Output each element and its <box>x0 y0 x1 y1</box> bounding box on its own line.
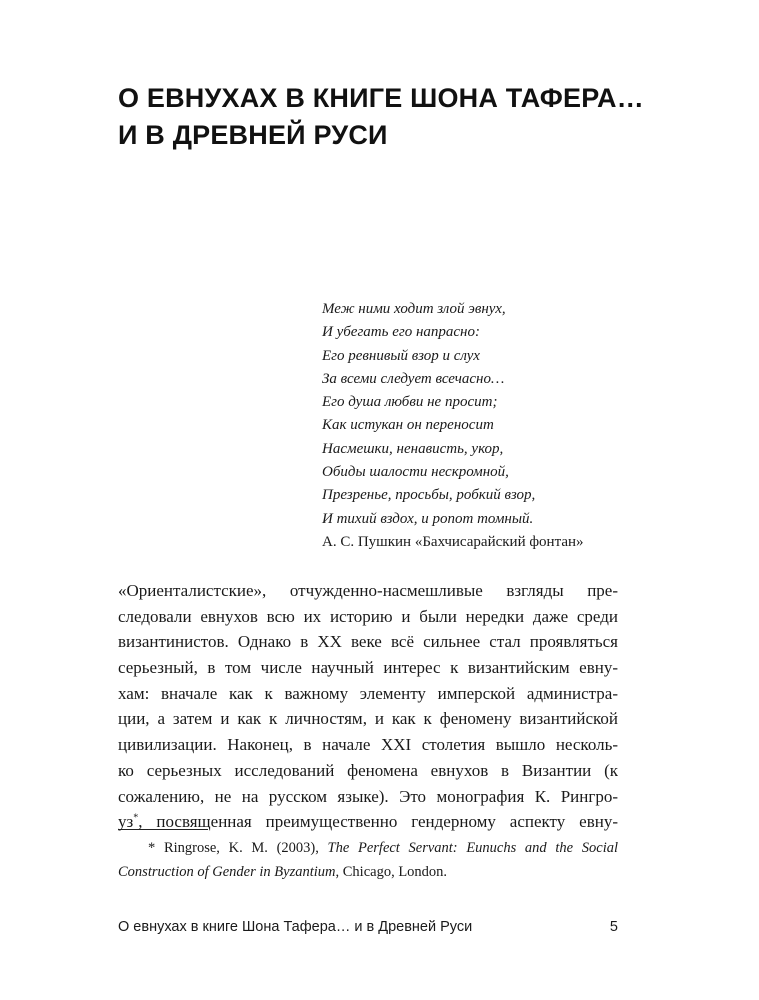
epigraph <box>322 298 622 554</box>
footnote-marker: * <box>148 840 156 856</box>
body-line: хам: вначале как к важному элементу имперской администра- <box>118 683 618 703</box>
page-number: 5 <box>609 919 618 935</box>
footnote-line <box>118 836 618 860</box>
epigraph-line: И убегать его напрасно: <box>322 324 480 341</box>
footnote-separator <box>118 829 208 830</box>
body-line: сожалению, не на русском языке). Это монография К. Рингро- <box>118 786 618 806</box>
footnote-author: Ringrose, K. M. (2003), <box>163 840 319 856</box>
footnote-book-title: The Perfect Servant: Eunuchs and the Social <box>327 840 618 856</box>
epigraph-line: Как истукан он переносит <box>322 417 494 434</box>
epigraph-line: Его ревнивый взор и слух <box>322 347 480 364</box>
body-paragraph <box>118 578 618 835</box>
footnote-line <box>118 860 618 884</box>
footnote-reference[interactable]: * <box>133 812 139 824</box>
epigraph-attribution: А. С. Пушкин «Бахчисарайский фонтан» <box>322 533 584 550</box>
chapter-title-line-2: И В ДРЕВНЕЙ РУСИ <box>118 120 388 150</box>
epigraph-line: И тихий вздох, и ропот томный. <box>322 510 534 527</box>
epigraph-line: Его душа любви не просит; <box>322 394 498 411</box>
body-line: следовали евнухов всю их историю и были нередки даже среди <box>118 606 618 626</box>
body-line: ко серьезных исследований феномена евнухов в Византии (к <box>118 760 618 780</box>
footnote-publication-place: , Chicago, London. <box>335 864 448 880</box>
body-line: византинистов. Однако в XX веке всё сильнее стал проявляться <box>118 632 618 652</box>
body-text-fragment: , посвященная преимущественно гендерному аспекту евну- <box>138 812 618 832</box>
body-line: ции, а затем и как к личностям, и как к феномену византийской <box>118 709 618 729</box>
footnote <box>118 836 618 884</box>
epigraph-line: За всеми следует всечасно… <box>322 370 505 387</box>
running-footer <box>118 917 618 937</box>
body-line-last <box>118 809 618 835</box>
body-text-fragment: уз <box>118 812 134 832</box>
running-footer-title: О евнухах в книге Шона Тафера… и в Древней Руси <box>118 919 473 935</box>
footnote-book-title-cont: Construction of Gender in Byzantium <box>118 864 336 880</box>
chapter-title-line-1: О ЕВНУХАХ В КНИГЕ ШОНА ТАФЕРА… <box>118 83 644 113</box>
body-line: серьезный, в том числе научный интерес к византийским евну- <box>118 658 618 678</box>
body-line: «Ориенталистские», отчужденно-насмешливые взгляды пре- <box>118 581 618 600</box>
chapter-title <box>118 80 678 154</box>
epigraph-line: Насмешки, ненависть, укор, <box>322 440 504 457</box>
epigraph-line: Обиды шалости нескромной, <box>322 464 509 481</box>
body-line: цивилизации. Наконец, в начале XXI столетия вышло несколь- <box>118 735 618 755</box>
epigraph-line: Меж ними ходит злой эвнух, <box>322 301 506 317</box>
epigraph-line: Презренье, просьбы, робкий взор, <box>322 487 536 504</box>
